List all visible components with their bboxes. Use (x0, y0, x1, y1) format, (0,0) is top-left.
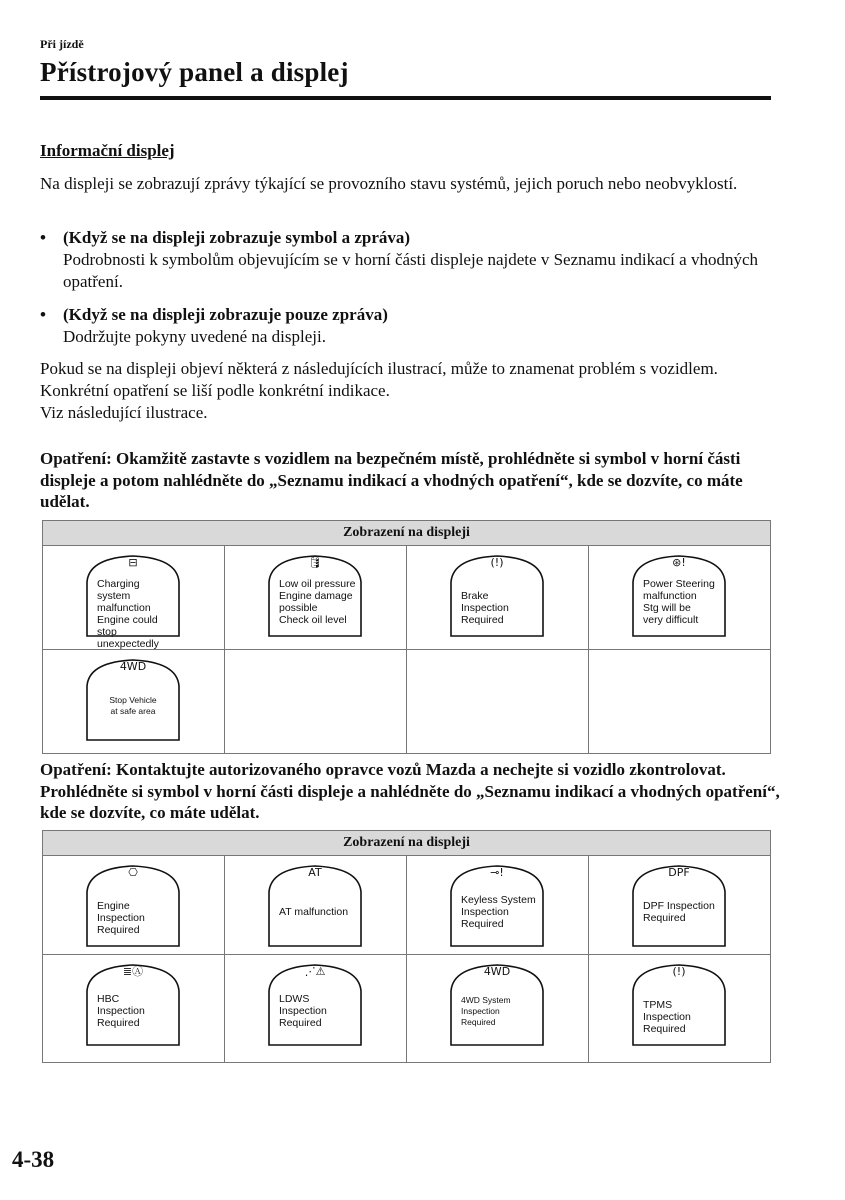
tpms-icon: (!) (672, 965, 686, 978)
table-cell (43, 546, 225, 649)
display-message: AT malfunction (279, 906, 349, 918)
table-cell (407, 955, 589, 1062)
page-number: 4-38 (12, 1147, 55, 1172)
check-engine-icon: ⎔ (128, 866, 138, 879)
table-cell (43, 856, 225, 954)
display-message: Power Steering malfunction Stg will be very difficult (643, 578, 715, 626)
title-rule (40, 96, 771, 100)
table-cell (589, 955, 770, 1062)
keyless-icon: ⊸! (490, 866, 504, 879)
table-cell (225, 650, 407, 753)
display-illustration (85, 554, 181, 650)
battery-icon: ⊟ (128, 556, 138, 569)
display-message: Brake Inspection Required (461, 590, 509, 626)
caution-1-text: Opatření: Okamžitě zastavte s vozidlem na bezpečném místě, prohlédněte si symbol v horní části displeje a potom nahlédněte do „Seznamu indikací a vhodných opatření“, kde se dozvíte, co máte udělat. (40, 449, 743, 511)
table-cell (589, 856, 770, 954)
display-illustration (267, 554, 363, 638)
power-steering-icon: ⊛! (672, 556, 686, 569)
4wd-text-label: 4WD (119, 660, 147, 673)
display-message: TPMS Inspection Required (643, 999, 691, 1035)
display-illustration (449, 963, 545, 1047)
table-row (43, 955, 770, 1062)
table-row (43, 546, 770, 650)
display-message: DPF Inspection Required (643, 900, 715, 924)
table-cell (407, 856, 589, 954)
table-cell (407, 546, 589, 649)
table-header: Zobrazení na displeji (43, 831, 770, 856)
bullet-body: Dodržujte pokyny uvedené na displeji. (63, 327, 326, 346)
table-cell (225, 856, 407, 954)
hbc-icon: ≣Ⓐ (122, 965, 144, 978)
display-illustration (267, 963, 363, 1047)
display-message: Stop Vehicle at safe area (109, 695, 157, 716)
display-message: Low oil pressure Engine damage possible Check oil level (279, 578, 356, 626)
display-illustration (85, 963, 181, 1047)
display-message: Charging system malfunction Engine could stop unexpectedly (97, 578, 159, 650)
display-illustration (631, 864, 727, 948)
display-illustration (449, 554, 545, 638)
table-cell (225, 546, 407, 649)
display-message: 4WD System Inspection Required (461, 994, 511, 1027)
table-header: Zobrazení na displeji (43, 521, 770, 546)
at-text-label: AT (308, 866, 322, 879)
table-cell (589, 546, 770, 649)
table-row (43, 856, 770, 955)
table-row (43, 650, 770, 753)
table-cell (225, 955, 407, 1062)
caution-2-text: Opatření: Kontaktujte autorizovaného opravce vozů Mazda a nechejte si vozidlo zkontrolovat. Prohlédněte si symbol v horní části displeje a nahlédněte do „Seznamu indikací a vhodných opatření“, kde se dozvíte, co máte udělat. (40, 760, 780, 822)
display-table-2 (42, 830, 771, 1063)
display-illustration (267, 864, 363, 948)
table-cell (589, 650, 770, 753)
bullet-dot: • (40, 228, 46, 247)
display-illustration (631, 963, 727, 1047)
bullet-title: (Když se na displeji zobrazuje pouze zpráva) (63, 305, 388, 324)
display-illustration (631, 554, 727, 638)
bullet-body: Podrobnosti k symbolům objevujícím se v horní části displeje najdete v Seznamu indikací a vhodných opatření. (63, 250, 758, 291)
bullet-title: (Když se na displeji zobrazuje symbol a zpráva) (63, 228, 411, 247)
display-illustration (449, 864, 545, 948)
dpf-text-label: DPF (668, 866, 690, 879)
display-message: Engine Inspection Required (97, 900, 145, 936)
display-message: LDWS Inspection Required (279, 993, 327, 1029)
info-heading: Informační displej (40, 141, 175, 160)
table-cell (407, 650, 589, 753)
display-illustration (85, 864, 181, 948)
table-cell (43, 650, 225, 753)
section-label: Při jízdě (40, 37, 84, 51)
info-note: Pokud se na displeji objeví některá z následujících ilustrací, může to znamenat problém s vozidlem. Konkrétní opatření se liší podle konkrétní indikace. Viz následující ilustrace. (40, 359, 718, 422)
oil-can-icon: 🛢 (308, 556, 322, 569)
table-cell (43, 955, 225, 1062)
display-message: Keyless System Inspection Required (461, 894, 536, 930)
display-illustration (85, 658, 181, 742)
4wd-text-label: 4WD (483, 965, 511, 978)
display-table-1 (42, 520, 771, 754)
info-intro: Na displeji se zobrazují zprávy týkající se provozního stavu systémů, jejich poruch nebo neobvyklostí. (40, 174, 738, 193)
ldws-icon: ⋰⚠ (304, 965, 326, 978)
brake-warning-icon: (!) (490, 556, 504, 569)
bullet-dot: • (40, 305, 46, 324)
display-message: HBC Inspection Required (97, 993, 145, 1029)
page-title: Přístrojový panel a displej (40, 57, 349, 87)
